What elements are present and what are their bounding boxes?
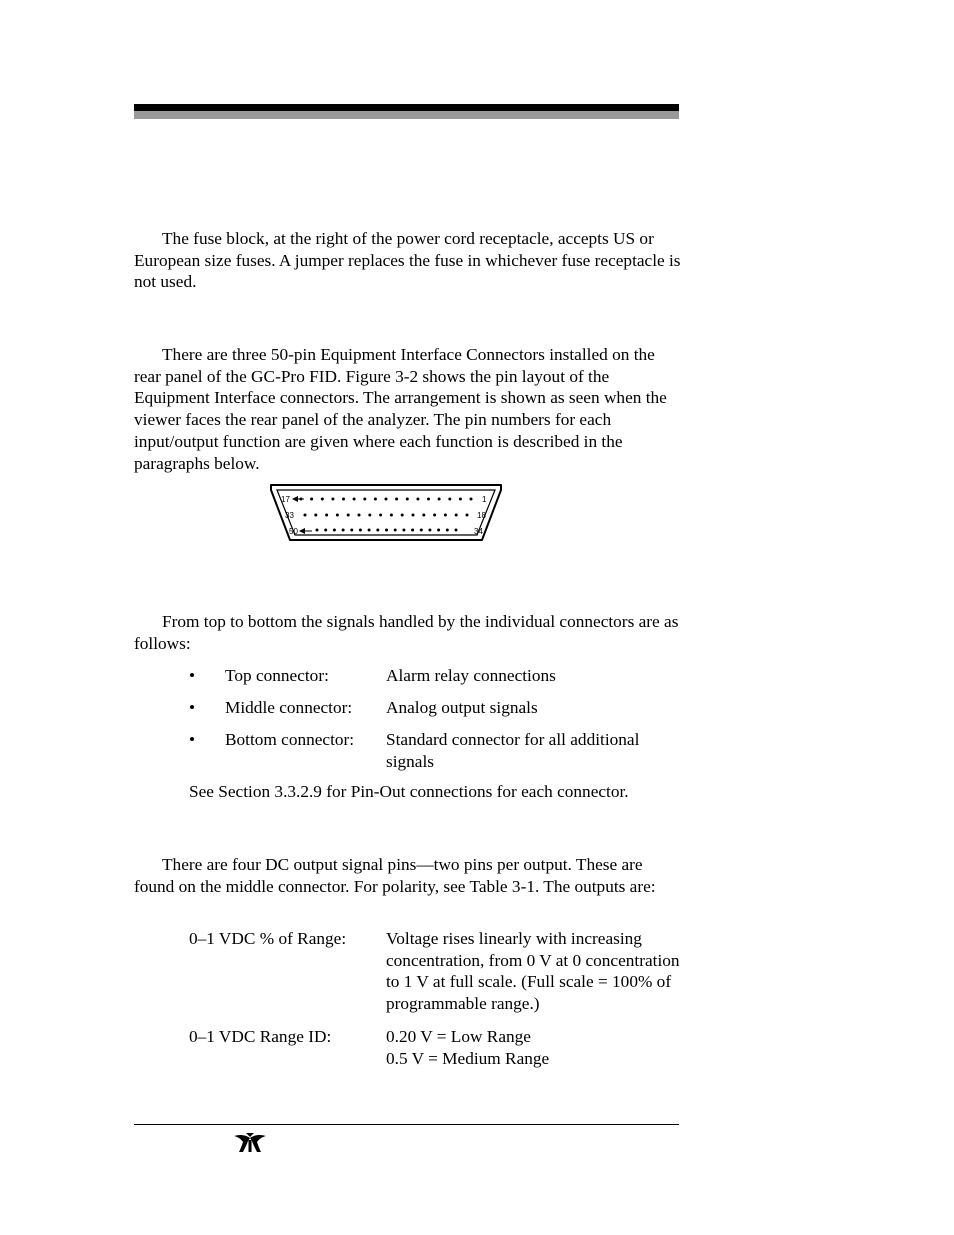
dc-output-paragraph	[134, 854, 682, 897]
list-item-label: Middle connector:	[225, 698, 353, 717]
connector-pin	[427, 498, 430, 501]
connector-pin	[444, 514, 447, 517]
list-item-desc: Alarm relay connections	[386, 666, 556, 685]
connector-pin	[336, 514, 339, 517]
list-item-label: Bottom connector:	[225, 730, 355, 749]
output-label: 0–1 VDC Range ID:	[189, 1027, 332, 1046]
see-section-note: See Section 3.3.2.9 for Pin-Out connections for each connector.	[189, 782, 629, 801]
dc-output-paragraph-text: There are four DC output signal pins—two pins per output. These are found on the middle connector. For polarity, see Table 3-1. The outputs are:	[134, 855, 656, 896]
output-desc: Voltage rises linearly with increasing concentration, from 0 V at 0 concentration to 1 V at full scale. (Full scale = 100% of programmable range.)	[386, 929, 680, 1014]
connector-pin	[368, 529, 371, 532]
connector-pin	[374, 498, 377, 501]
connector-pin	[324, 529, 327, 532]
connector-pin	[401, 514, 404, 517]
connector-pin	[459, 498, 462, 501]
connector-pin	[304, 514, 307, 517]
fuse-paragraph-text: The fuse block, at the right of the power cord receptacle, accepts US or European size fuses. A jumper replaces the fuse in whichever fuse receptacle is not used.	[134, 229, 681, 292]
connector-pin	[428, 529, 431, 532]
pin-label-33: 33	[285, 511, 294, 520]
connector-pin	[347, 514, 350, 517]
header-rule	[134, 104, 679, 111]
connector-pin	[394, 529, 397, 532]
connector-pin	[411, 529, 414, 532]
connector-pin	[342, 498, 345, 501]
range-medium-line: 0.5 V = Medium Range	[386, 1048, 550, 1068]
header-rule-shadow	[134, 111, 679, 119]
connector-pin	[433, 514, 436, 517]
connector-pin	[437, 529, 440, 532]
output-label: 0–1 VDC % of Range:	[189, 929, 347, 948]
connector-pin	[385, 529, 388, 532]
connector-pin	[310, 498, 313, 501]
range-low-line: 0.20 V = Low Range	[386, 1027, 531, 1046]
connector-pin	[416, 498, 419, 501]
connector-pin	[363, 498, 366, 501]
connector-pin	[379, 514, 382, 517]
connector-pin	[350, 529, 353, 532]
connector-pin	[470, 498, 473, 501]
connector-pin	[395, 498, 398, 501]
connector-pin	[321, 498, 324, 501]
connector-pin	[385, 498, 388, 501]
interface-paragraph-text: There are three 50-pin Equipment Interface Connectors installed on the rear panel of the GC-Pro FID. Figure 3-2 shows the pin layout of the Equipment Interface connectors. The arrangement is shown as seen when the viewer faces the rear panel of the analyzer. The pin numbers for each input/output function are given where each function is described in the paragraphs below.	[134, 345, 667, 473]
bullet-icon: •	[189, 698, 196, 717]
connector-pin	[448, 498, 451, 501]
connector-pin	[331, 498, 334, 501]
connector-pin	[438, 498, 441, 501]
connector-pin	[359, 529, 362, 532]
connector-pin	[314, 514, 317, 517]
connector-pin	[368, 514, 371, 517]
interface-paragraph	[134, 344, 682, 474]
teledyne-logo-icon	[232, 1131, 268, 1153]
footer-rule	[134, 1124, 679, 1125]
connector-pin	[455, 529, 458, 532]
signals-paragraph	[134, 611, 682, 654]
connector-pin	[325, 514, 328, 517]
connector-pin	[402, 529, 405, 532]
connector-pin	[316, 529, 319, 532]
pin-label-17: 17	[281, 495, 290, 504]
connector-pin	[406, 498, 409, 501]
pin-label-18: 18	[477, 511, 486, 520]
pin-label-34: 34	[474, 527, 483, 536]
bullet-icon: •	[189, 666, 196, 685]
connector-pin	[376, 529, 379, 532]
bullet-icon: •	[189, 730, 196, 749]
output-desc	[386, 1026, 686, 1069]
list-item-label: Top connector:	[225, 666, 329, 685]
connector-pin	[342, 529, 345, 532]
connector-pin	[422, 514, 425, 517]
signals-paragraph-text: From top to bottom the signals handled by the individual connectors are as follows:	[134, 612, 679, 653]
list-item-desc: Analog output signals	[386, 698, 538, 717]
connector-pin	[412, 514, 415, 517]
connector-pin	[358, 514, 361, 517]
pin-label-1: 1	[482, 495, 487, 504]
connector-pin	[333, 529, 336, 532]
connector-pin	[390, 514, 393, 517]
fuse-paragraph	[134, 228, 682, 293]
connector-pin	[446, 529, 449, 532]
pin-label-50: 50	[289, 527, 298, 536]
connector-pin	[353, 498, 356, 501]
connector-pin	[420, 529, 423, 532]
list-item-desc: Standard connector for all additional signals	[386, 730, 640, 771]
connector-pin	[455, 514, 458, 517]
connector-pin	[466, 514, 469, 517]
connector-pin-diagram	[268, 482, 504, 544]
